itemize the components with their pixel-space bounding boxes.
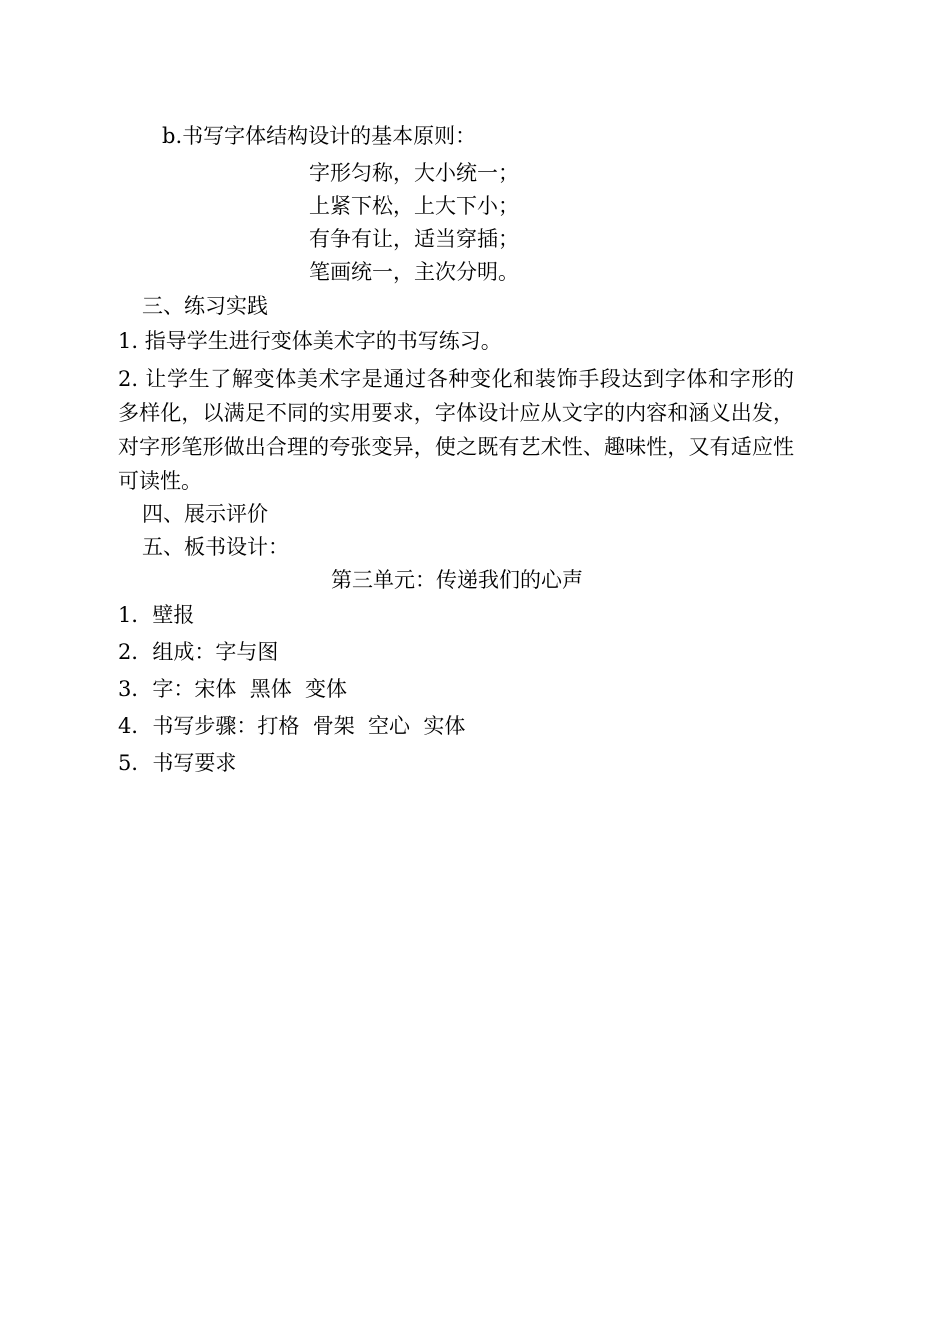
board-title: 第三单元：传递我们的心声 — [331, 568, 583, 592]
board-item: 3．字：宋体 黑体 变体 — [118, 677, 348, 701]
practice-heading: 三、练习实践 — [142, 294, 268, 318]
board-heading: 五、板书设计： — [142, 535, 289, 559]
board-item: 4．书写步骤：打格 骨架 空心 实体 — [118, 714, 466, 738]
principles-heading: b.书写字体结构设计的基本原则： — [162, 124, 477, 148]
board-item: 2．组成：字与图 — [118, 640, 279, 664]
practice-item: 1. 指导学生进行变体美术字的书写练习。 — [118, 329, 502, 353]
practice-paragraph: 2. 让学生了解变体美术字是通过各种变化和装饰手段达到字体和字形的多样化，以满足不同的实用要求，字体设计应从文字的内容和涵义出发，对字形笔形做出合理的夸张变异，使之既有艺术性、趣味性，又有适应性可读性。 — [118, 367, 794, 493]
principle-item: 字形匀称，大小统一； — [309, 161, 519, 185]
evaluation-heading: 四、展示评价 — [142, 502, 268, 526]
principle-item: 笔画统一，主次分明。 — [309, 260, 519, 284]
principle-item: 上紧下松，上大下小； — [309, 194, 519, 218]
principle-item: 有争有让，适当穿插； — [309, 227, 519, 251]
board-item: 1．壁报 — [118, 603, 195, 627]
board-item: 5．书写要求 — [118, 751, 237, 775]
